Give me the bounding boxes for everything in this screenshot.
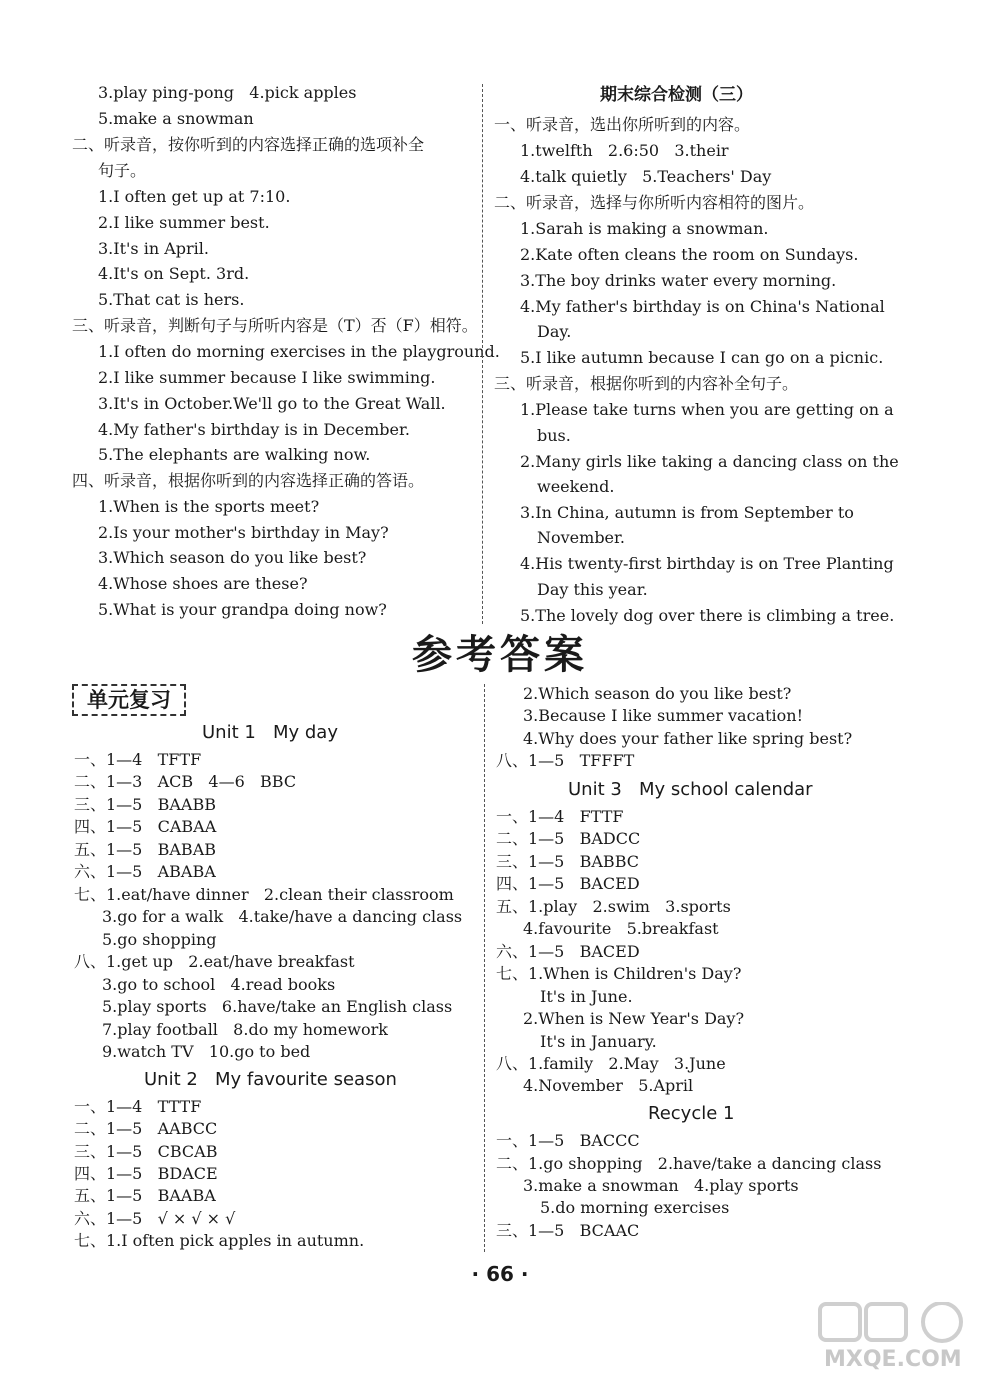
- text-line: 3.In China, autumn is from September to: [520, 503, 854, 522]
- answer-line: 五、1—5 BAABA: [74, 1186, 216, 1205]
- exam-title: 期末综合检测（三）: [600, 85, 753, 105]
- answer-line: 三、1—5 BABBC: [496, 852, 639, 871]
- column-divider: [484, 684, 485, 1252]
- text-line: 2.Is your mother's birthday in May?: [98, 523, 389, 542]
- recycle-title: Recycle 1: [648, 1103, 735, 1124]
- page-number: · 66 ·: [471, 1262, 529, 1286]
- text-line: 5.The elephants are walking now.: [98, 445, 371, 464]
- text-line: 5.That cat is hers.: [98, 290, 245, 309]
- answer-line: 七、1.eat/have dinner 2.clean their classroom: [74, 885, 454, 904]
- text-line: 5.What is your grandpa doing now?: [98, 600, 387, 619]
- text-line: 3.Which season do you like best?: [98, 548, 367, 567]
- unit2-title: Unit 2 My favourite season: [144, 1069, 397, 1090]
- answer-line: 四、1—5 CABAA: [74, 817, 217, 836]
- answer-line: 一、1—4 TTTF: [74, 1097, 202, 1116]
- answer-line: It's in January.: [540, 1032, 657, 1051]
- answer-line: 4.Why does your father like spring best?: [523, 729, 853, 748]
- text-line: 5.make a snowman: [98, 109, 254, 128]
- unit3-title: Unit 3 My school calendar: [568, 779, 813, 800]
- answer-line: 七、1.I often pick apples in autumn.: [74, 1231, 365, 1250]
- section-heading: 三、听录音，判断句子与所听内容是（T）否（F）相符。: [72, 316, 478, 335]
- text-line: 2.Kate often cleans the room on Sundays.: [520, 245, 859, 264]
- text-line: 4.Whose shoes are these?: [98, 574, 308, 593]
- answer-line: 六、1—5 √ × √ × √: [74, 1209, 236, 1228]
- answer-line: 二、1.go shopping 2.have/take a dancing class: [496, 1154, 882, 1173]
- answer-line: 一、1—4 TFTF: [74, 750, 202, 769]
- answer-line: 一、1—5 BACCC: [496, 1131, 640, 1150]
- text-line: 1.When is the sports meet?: [98, 497, 320, 516]
- answer-line: 八、1—5 TFFFT: [496, 751, 635, 770]
- text-line: 3.It's in October.We'll go to the Great Wall.: [98, 394, 446, 413]
- section-heading: 二、听录音，选择与你所听内容相符的图片。: [494, 193, 815, 212]
- answer-line: 三、1—5 BCAAC: [496, 1221, 640, 1240]
- answer-line: 八、1.family 2.May 3.June: [496, 1054, 726, 1073]
- text-line: bus.: [537, 426, 571, 445]
- section-heading: 四、听录音，根据你听到的内容选择正确的答语。: [72, 471, 425, 490]
- answer-line: 三、1—5 BAABB: [74, 795, 217, 814]
- text-line: 5.The lovely dog over there is climbing a tree.: [520, 606, 895, 625]
- unit1-title: Unit 1 My day: [202, 722, 338, 743]
- text-line: 2.Many girls like taking a dancing class on the: [520, 452, 899, 471]
- answer-line: 四、1—5 BACED: [496, 874, 640, 893]
- text-line: 2.I like summer best.: [98, 213, 270, 232]
- answer-line: 4.favourite 5.breakfast: [523, 919, 719, 938]
- answer-line: 五、1—5 BABAB: [74, 840, 217, 859]
- text-line: weekend.: [537, 477, 615, 496]
- answer-line: 八、1.get up 2.eat/have breakfast: [74, 952, 355, 971]
- text-line: 1.Sarah is making a snowman.: [520, 219, 769, 238]
- text-line: 4.talk quietly 5.Teachers' Day: [520, 167, 772, 186]
- text-line: November.: [537, 528, 625, 547]
- text-line: 3.The boy drinks water every morning.: [520, 271, 837, 290]
- text-line: 句子。: [98, 161, 147, 180]
- answer-line: 2.Which season do you like best?: [523, 684, 792, 703]
- watermark-text: MXQE.COM: [824, 1347, 962, 1372]
- answer-line: 5.do morning exercises: [540, 1198, 730, 1217]
- watermark-logo: [816, 1302, 986, 1374]
- answer-line: 二、1—5 BADCC: [496, 829, 641, 848]
- answer-line: 3.go to school 4.read books: [102, 975, 336, 994]
- answer-line: 2.When is New Year's Day?: [523, 1009, 745, 1028]
- answer-line: 四、1—5 BDACE: [74, 1164, 218, 1183]
- answer-line: 3.Because I like summer vacation!: [523, 706, 804, 725]
- text-line: 4.It's on Sept. 3rd.: [98, 264, 250, 283]
- text-line: 1.twelfth 2.6:50 3.their: [520, 141, 729, 160]
- answer-line: 一、1—4 FTTF: [496, 807, 624, 826]
- text-line: 3.play ping-pong 4.pick apples: [98, 83, 357, 102]
- text-line: 1.Please take turns when you are getting on a: [520, 400, 894, 419]
- answer-line: 3.go for a walk 4.take/have a dancing class: [102, 907, 463, 926]
- answer-line: 4.November 5.April: [523, 1076, 694, 1095]
- section-heading: 一、听录音，选出你所听到的内容。: [494, 115, 751, 134]
- text-line: 4.My father's birthday is in December.: [98, 420, 410, 439]
- answer-line: 七、1.When is Children's Day?: [496, 964, 742, 983]
- answer-line: 六、1—5 ABABA: [74, 862, 216, 881]
- answer-line: 5.go shopping: [102, 930, 217, 949]
- answer-line: 7.play football 8.do my homework: [102, 1020, 388, 1039]
- text-line: 3.It's in April.: [98, 239, 209, 258]
- text-line: 5.I like autumn because I can go on a picnic.: [520, 348, 884, 367]
- column-divider: [482, 84, 483, 624]
- section-heading: 三、听录音，根据你听到的内容补全句子。: [494, 374, 799, 393]
- answer-line: It's in June.: [540, 987, 633, 1006]
- answer-line: 5.play sports 6.have/take an English class: [102, 997, 453, 1016]
- section-heading: 二、听录音，按你听到的内容选择正确的选项补全: [72, 135, 425, 154]
- text-line: 4.My father's birthday is on China's National: [520, 297, 885, 316]
- answer-line: 三、1—5 CBCAB: [74, 1142, 218, 1161]
- answer-line: 五、1.play 2.swim 3.sports: [496, 897, 731, 916]
- answer-line: 3.make a snowman 4.play sports: [523, 1176, 799, 1195]
- text-line: Day this year.: [537, 580, 648, 599]
- answer-line: 二、1—3 ACB 4—6 BBC: [74, 772, 297, 791]
- answer-line: 9.watch TV 10.go to bed: [102, 1042, 311, 1061]
- answer-line: 二、1—5 AABCC: [74, 1119, 218, 1138]
- answer-line: 六、1—5 BACED: [496, 942, 640, 961]
- text-line: 1.I often do morning exercises in the playground.: [98, 342, 500, 361]
- text-line: 4.His twenty-first birthday is on Tree Planting: [520, 554, 894, 573]
- text-line: 1.I often get up at 7:10.: [98, 187, 291, 206]
- text-line: Day.: [537, 322, 572, 341]
- answers-title: 参考答案: [412, 631, 588, 678]
- review-label: 单元复习: [72, 684, 186, 716]
- text-line: 2.I like summer because I like swimming.: [98, 368, 436, 387]
